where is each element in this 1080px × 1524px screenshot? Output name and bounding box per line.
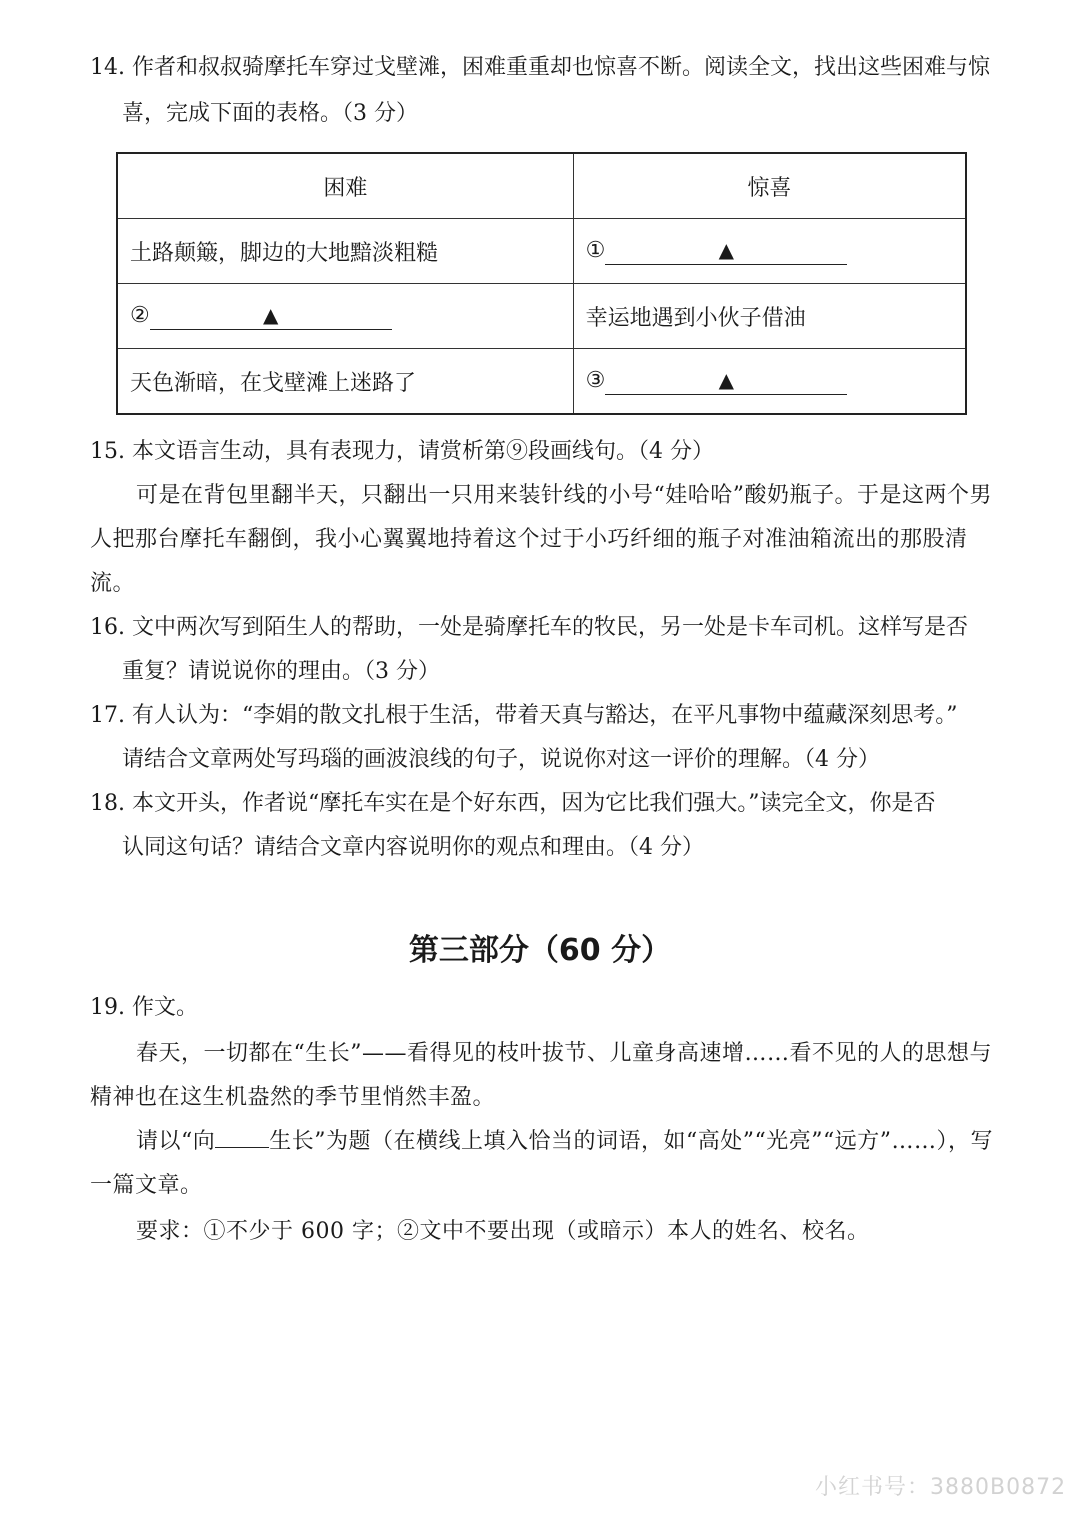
title-blank bbox=[215, 1127, 269, 1148]
triangle-icon: ▲ bbox=[718, 368, 735, 392]
header-difficulty: 困难 bbox=[117, 153, 573, 219]
question-18-line2: 认同这句话？请结合文章内容说明你的观点和理由。（4 分） bbox=[122, 835, 704, 860]
question-number: 16. bbox=[90, 615, 125, 640]
question-17 bbox=[90, 694, 1030, 738]
table-cell bbox=[573, 349, 966, 415]
question-16 bbox=[90, 606, 1030, 650]
essay-requirements: 要求：①不少于 600 字；②文中不要出现（或暗示）本人的姓名、校名。 bbox=[136, 1219, 870, 1244]
triangle-icon: ▲ bbox=[718, 238, 735, 262]
table-cell bbox=[117, 284, 573, 349]
blank-marker: ① bbox=[585, 238, 606, 263]
section-title: 第三部分（60 分） bbox=[408, 933, 672, 968]
blank-marker: ② bbox=[130, 303, 150, 328]
question-19 bbox=[90, 986, 1030, 1030]
answer-blank-2[interactable] bbox=[150, 302, 392, 330]
question-number: 14. bbox=[90, 55, 125, 80]
question-number: 18. bbox=[90, 791, 125, 816]
question-text-line1: 本文开头，作者说“摩托车实在是个好东西，因为它比我们强大。”读完全文，你是否 bbox=[132, 791, 936, 816]
question-number: 17. bbox=[90, 703, 125, 728]
table-cell: 土路颠簸，脚边的大地黯淡粗糙 bbox=[117, 219, 573, 284]
answer-blank-1[interactable] bbox=[605, 237, 847, 265]
question-number: 19. bbox=[90, 995, 125, 1020]
essay-intro: 春天，一切都在“生长”——看得见的枝叶拔节、儿童身高速增……看不见的人的思想与精神也在这生机盎然的季节里悄然丰盈。 bbox=[90, 1041, 992, 1110]
header-surprise: 惊喜 bbox=[573, 153, 966, 219]
question-17-line2: 请结合文章两处写玛瑙的画波浪线的句子，说说你对这一评价的理解。（4 分） bbox=[122, 747, 880, 772]
blank-marker: ③ bbox=[585, 368, 606, 393]
underlined-quote: 可是在背包里翻半天，只翻出一只用来装针线的小号“娃哈哈”酸奶瓶子。于是这两个男人把那台摩托车翻倒，我小心翼翼地持着这个过于小巧纤细的瓶子对准油箱流出的那股清流。 bbox=[90, 483, 992, 596]
table-row bbox=[117, 284, 966, 349]
table-cell: 幸运地遇到小伙子借油 bbox=[573, 284, 966, 349]
question-number: 15. bbox=[90, 439, 125, 464]
table-row bbox=[117, 219, 966, 284]
watermark: 小红书号：3880B0872 bbox=[815, 1475, 1067, 1500]
question-text-line1: 文中两次写到陌生人的帮助，一处是骑摩托车的牧民，另一处是卡车司机。这样写是否 bbox=[132, 615, 969, 640]
table-header-row bbox=[117, 153, 966, 219]
question-14 bbox=[90, 46, 1030, 90]
question-15 bbox=[90, 430, 1030, 474]
question-label: 作文。 bbox=[132, 995, 199, 1020]
question-14-line2: 喜，完成下面的表格。（3 分） bbox=[122, 101, 418, 126]
table-row bbox=[117, 349, 966, 415]
question-18 bbox=[90, 782, 1030, 826]
question-text-line1: 有人认为：“李娟的散文扎根于生活，带着天真与豁达，在平凡事物中蕴藏深刻思考。” bbox=[132, 703, 958, 728]
question-16-line2: 重复？请说说你的理由。（3 分） bbox=[122, 659, 440, 684]
question-text: 本文语言生动，具有表现力，请赏析第⑨段画线句。（4 分） bbox=[132, 439, 714, 464]
table-cell bbox=[573, 219, 966, 284]
difficulty-surprise-table bbox=[116, 152, 967, 415]
answer-blank-3[interactable] bbox=[605, 367, 847, 395]
essay-prompt: 请以“向 生长”为题（在横线上填入恰当的词语，如“高处”“光亮”“远方”……），写一篇文章。 bbox=[90, 1129, 993, 1198]
question-text-line1: 作者和叔叔骑摩托车穿过戈壁滩，困难重重却也惊喜不断。阅读全文，找出这些困难与惊 bbox=[132, 55, 991, 80]
table-cell: 天色渐暗，在戈壁滩上迷路了 bbox=[117, 349, 573, 415]
triangle-icon: ▲ bbox=[263, 303, 279, 327]
